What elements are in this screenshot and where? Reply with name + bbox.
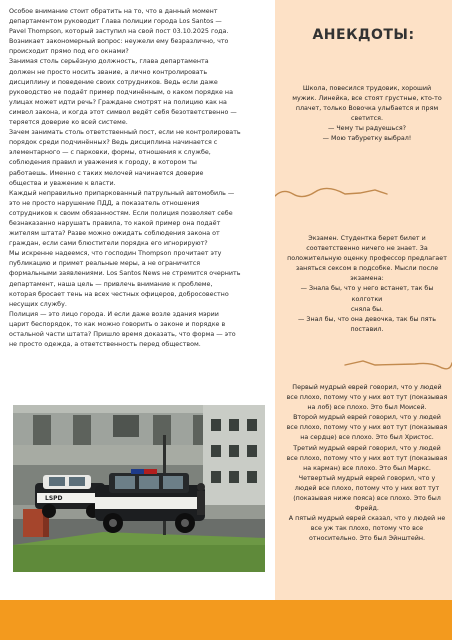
- footer-bar: [0, 600, 452, 640]
- wave-divider: [275, 182, 452, 202]
- joke-3: Первый мудрый еврей говорил, что у людей все плохо, потому что у них вот тут (показывая на лоб) все плохо. Это был Моисей. Второй мудрый еврей говорил, что у людей все плохо, потому что у них вот тут (показывая на сердце) все плохо. Это был Христос. Третий мудрый еврей говорил, что у людей все плохо, потому что у них вот тут (показывая на карман) все плохо. Это был Маркс. Четвертый мудрый еврей говорил, что у людей все плохо, потому что у них вот тут (показывая ниже пояса) все плохо. Это был Фрейд. А пятый мудрый еврей сказал, что у людей не все уж так плохо, потому что все относительно. Это был Эйнштейн.: [286, 384, 448, 543]
- article-photo: [13, 405, 265, 572]
- article-body: Особое внимание стоит обратить на то, что в данный момент департаментом руководит Глава полиции города Los Santos — Pavel Thompson, который заступил на свой пост 03.10.2025 года. Возникает закономерный вопрос: неужели ему безразлично, что происходит прямо под его окнами? Занимая столь серьёзную должность, глава департамента должен не просто носить звание, а лично контролировать дисциплину и поведение своих сотрудников. Ведь если даже руководство не подаёт пример подчинённым, о каком порядке на улицах может идти речь? Граждане смотрят на полицию как на символ закона, и когда этот символ ведёт себя безответственно — теряется доверие ко всей системе. Зачем занимать столь ответственный пост, если не контролировать порядок среди подчинённых? Ведь дисциплина начинается с элементарного — с парковки, формы, отношения к службе, соблюдения правил и уважения к городу, в котором ты работаешь. Именно с таких мелочей начинается доверие общества и уважение к власти. Каждый неправильно припаркованный патрульный автомобиль — это не просто нарушение ПДД, а показатель отношения сотрудников к своим обязанностям. Если полиция позволяет себе безнаказанно нарушать правила, то какой пример она подаёт жителям штата? Разве можно ожидать соблюдения закона от граждан, если сами блюстители порядка его игнорируют? Мы искренне надеемся, что господин Thompson прочитает эту публикацию и примет реальные меры, а не ограничится формальными заявлениями. Los Santos News не стремится очернить департамент, наша цель — привлечь внимание к проблеме, которая бросает тень на всех честных офицеров, добросовестно несущих службу. Полиция — это лицо города. И если даже возле здания мэрии царит беспорядок, то как можно говорить о законе и порядке в остальной части штата? Пришло время доказать, что форма — это не просто одежда, а ответственность перед обществом.: [9, 8, 241, 349]
- car-plate-text: LSPD: [45, 495, 63, 502]
- joke-2: Экзамен. Студентка берет билет и соответственно ничего не знает. За положительную оценку профессор предлагает заняться сексом в подсобке. Мысли после экзамена: — Знала бы, что у него встанет, так бы колготки сняла бы. — Знал бы, что она девочка, так бы пять поставил.: [287, 235, 447, 333]
- wave-divider: [275, 353, 452, 373]
- jokes-heading: АНЕКДОТЫ:: [312, 27, 415, 43]
- joke-1: Школа, повесился трудовик, хороший мужик. Линейка, все стоят грустные, кто-то плачет, только Вовочка улыбается и прям светится. — Чему ты радуешься? — Мою табуретку выбрал!: [292, 85, 442, 143]
